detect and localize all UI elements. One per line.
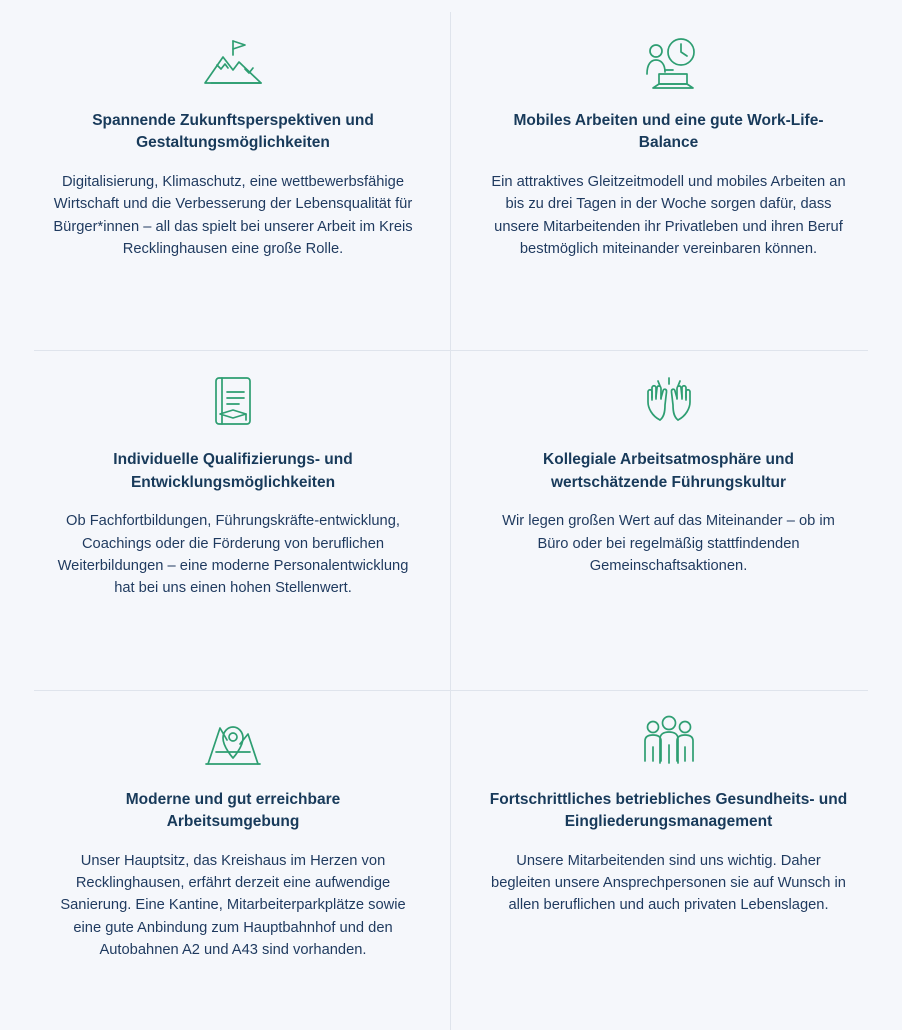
benefit-card xyxy=(451,351,868,690)
benefit-card xyxy=(451,12,868,351)
mountain-flag-icon xyxy=(201,30,265,96)
benefit-card xyxy=(451,691,868,1030)
benefit-card xyxy=(34,351,451,690)
benefit-title: Individuelle Qualifizierungs- und Entwicklungsmöglichkeiten xyxy=(113,451,353,491)
group-people-icon xyxy=(638,709,700,775)
benefit-body: Unser Hauptsitz, das Kreishaus im Herzen von Recklinghausen, erfährt derzeit eine aufwendige Sanierung. Eine Kantine, Mitarbeiterparkplätze sowie eine gute Anbindung zum Hauptbahnhof und den Autobahnen A2 und A43 sind vorhanden. xyxy=(60,852,406,958)
map-location-pin-icon xyxy=(200,709,266,775)
benefit-body: Wir legen großen Wert auf das Miteinander – ob im Büro oder bei regelmäßig stattfindenden Gemeinschaftsaktionen. xyxy=(502,513,835,574)
benefit-title: Mobiles Arbeiten und eine gute Work-Life-Balance xyxy=(513,112,824,152)
benefit-body: Unsere Mitarbeitenden sind uns wichtig. Daher begleiten unsere Ansprechpersonen sie auf Wunsch in allen beruflichen und auch privaten Lebenslagen. xyxy=(491,852,846,914)
benefit-title: Fortschrittliches betriebliches Gesundheits- und Eingliederungsmanagement xyxy=(489,790,848,831)
applauding-hands-icon xyxy=(634,369,704,435)
benefit-title: Spannende Zukunftsperspektiven und Gestaltungsmöglichkeiten xyxy=(92,112,374,152)
book-graduation-icon xyxy=(208,369,258,435)
benefit-card xyxy=(34,12,451,351)
person-laptop-clock-icon xyxy=(637,30,701,96)
benefit-body: Digitalisierung, Klimaschutz, eine wettbewerbsfähige Wirtschaft und die Verbesserung der Lebensqualität für Bürger*innen – all das spielt bei unserer Arbeit im Kreis Recklinghausen eine große Rolle. xyxy=(53,173,413,257)
benefit-body: Ob Fachfortbildungen, Führungskräfte-entwicklung, Coachings oder die Förderung von beruflichen Weiterbildungen – eine moderne Personalentwicklung hat bei uns einen hohen Stellenwert. xyxy=(57,513,409,597)
benefit-title: Moderne und gut erreichbare Arbeitsumgebung xyxy=(125,790,341,831)
benefit-title: Kollegiale Arbeitsatmosphäre und wertschätzende Führungskultur xyxy=(543,451,794,491)
benefit-body: Ein attraktives Gleitzeitmodell und mobiles Arbeiten an bis zu drei Tagen in der Woche sorgen dafür, dass unsere Mitarbeitenden ihr Privatleben und ihren Beruf bestmöglich miteinander vereinbaren können. xyxy=(491,173,846,257)
benefit-card xyxy=(34,691,451,1030)
